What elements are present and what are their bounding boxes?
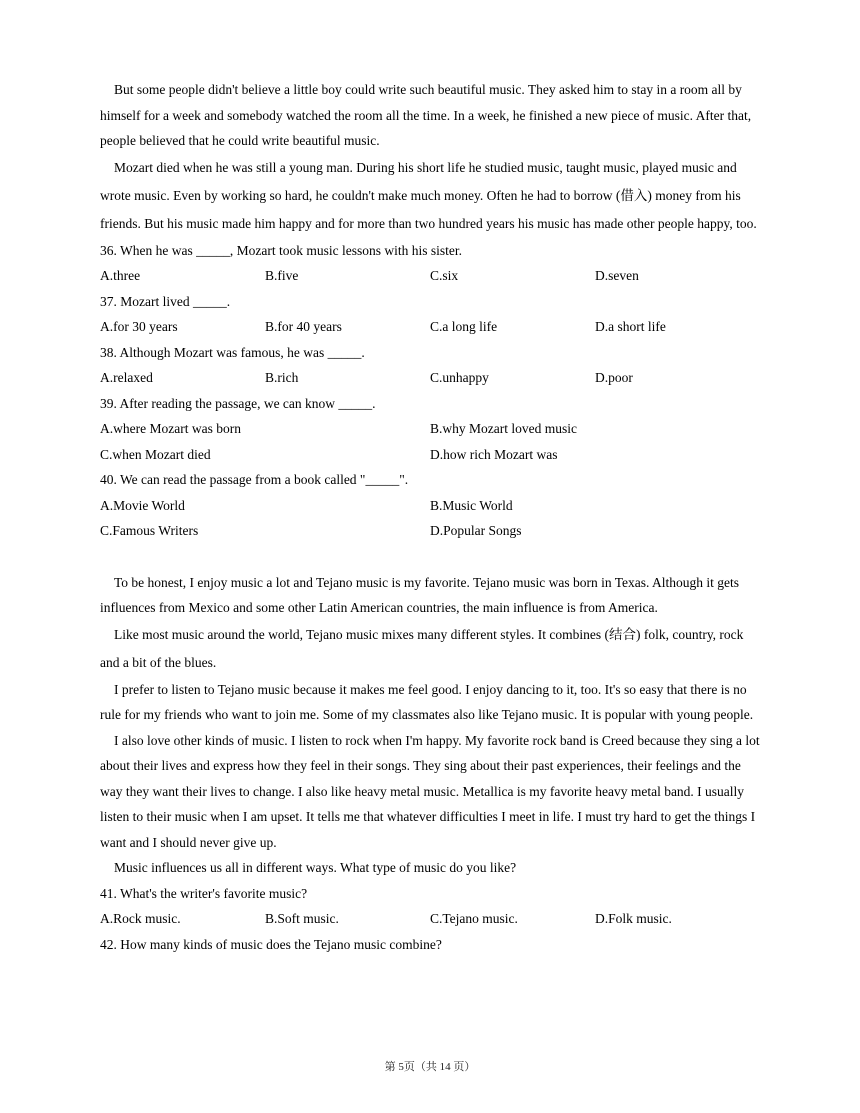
passage2-paragraph-2: Like most music around the world, Tejano music mixes many different styles. It combines (结合) folk, country, rock and a bit of the blues. (100, 626, 744, 670)
option-c: C.Tejano music. (430, 911, 518, 926)
question-40-options (100, 493, 762, 544)
option-c: C.Famous Writers (100, 523, 199, 538)
question-41-options (100, 906, 762, 932)
option-d: D.Folk music. (595, 911, 672, 926)
question-36-options (100, 263, 762, 289)
option-b: B.five (265, 268, 299, 283)
option-d: D.a short life (595, 319, 666, 334)
option-b: B.for 40 years (265, 319, 342, 334)
option-c: C.when Mozart died (100, 446, 211, 462)
option-a: A.where Mozart was born (100, 421, 241, 436)
option-a: A.relaxed (100, 370, 153, 385)
question-36: 36. When he was _____, Mozart took music lessons with his sister. (100, 242, 462, 258)
question-39-options (100, 416, 762, 467)
option-b: B.Music World (430, 497, 513, 513)
option-b: B.Soft music. (265, 911, 339, 926)
question-37: 37. Mozart lived _____. (100, 293, 231, 309)
passage2-paragraph-3: I prefer to listen to Tejano music because it makes me feel good. I enjoy dancing to it, too. It's so easy that there is no rule for my friends who want to join me. Some of my classmates also like Tejano music. It is popular with young people. (100, 681, 754, 722)
question-39: 39. After reading the passage, we can know _____. (100, 395, 376, 411)
question-42: 42. How many kinds of music does the Tejano music combine? (100, 936, 442, 952)
passage1-paragraph-1: But some people didn't believe a little boy could write such beautiful music. They asked him to stay in a room all by himself for a week and somebody watched the room all the time. In a week, he finished a new piece of music. After that, people believed that he could write beautiful music. (100, 82, 752, 148)
page-footer: 第 5页（共 14 页） (384, 1061, 476, 1073)
option-d: D.poor (595, 370, 633, 385)
option-c: C.a long life (430, 319, 498, 334)
question-38: 38. Although Mozart was famous, he was _____. (100, 344, 365, 360)
document-page (100, 77, 762, 957)
passage2-paragraph-4: I also love other kinds of music. I listen to rock when I'm happy. My favorite rock band is Creed because they sing a lot about their lives and express how they feel in their songs. They sing about their past experiences, their feelings and the way they want their lives to change. I also like heavy metal music. Metallica is my favorite heavy metal band. I usually listen to their music when I am upset. It tells me that whatever difficulties I meet in life. I must try hard to get the things I want and I should never give up. (100, 732, 760, 850)
question-37-options (100, 314, 762, 340)
question-38-options (100, 365, 762, 391)
option-c: C.unhappy (430, 370, 489, 385)
passage2-paragraph-1: To be honest, I enjoy music a lot and Tejano music is my favorite. Tejano music was born in Texas. Although it gets influences from Mexico and some other Latin American countries, the main influence is from America. (100, 574, 739, 615)
option-d: D.seven (595, 268, 639, 283)
option-d: D.how rich Mozart was (430, 446, 558, 462)
option-b: B.why Mozart loved music (430, 421, 577, 436)
passage1-paragraph-2: Mozart died when he was still a young man. During his short life he studied music, taught music, played music and wrote music. Even by working so hard, he couldn't make much money. Often he had to borrow (借入) money from his friends. But his music made him happy and for more than two hundred years his music has made other people happy, too. (100, 159, 757, 231)
question-41: 41. What's the writer's favorite music? (100, 885, 308, 901)
section-spacer (100, 544, 762, 570)
passage2-paragraph-5: Music influences us all in different ways. What type of music do you like? (114, 860, 517, 875)
option-c: C.six (430, 268, 459, 283)
option-a: A.Rock music. (100, 911, 181, 926)
option-b: B.rich (265, 370, 299, 385)
option-a: A.Movie World (100, 497, 185, 513)
option-a: A.three (100, 268, 141, 283)
question-40: 40. We can read the passage from a book called "_____". (100, 472, 409, 487)
option-a: A.for 30 years (100, 319, 178, 334)
option-d: D.Popular Songs (430, 523, 522, 538)
